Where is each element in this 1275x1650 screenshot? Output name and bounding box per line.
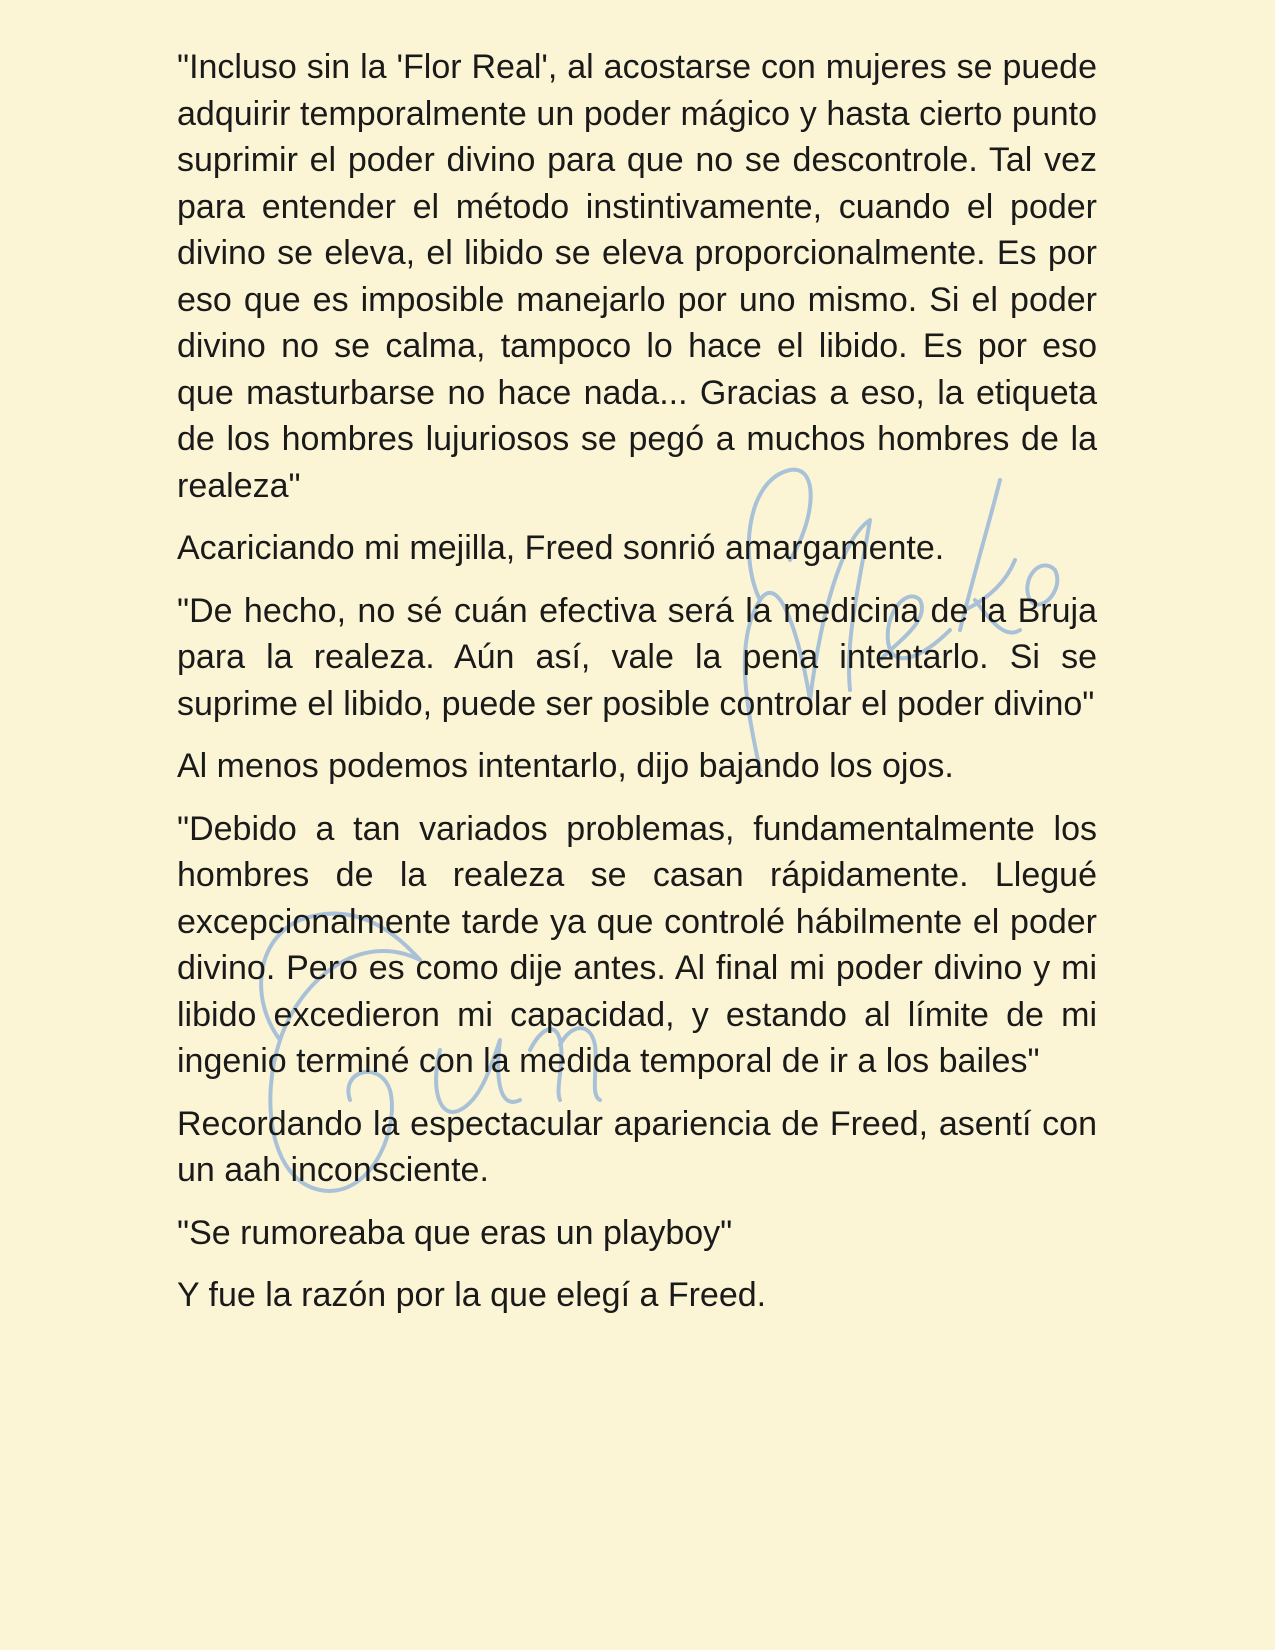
paragraph: Recordando la espectacular apariencia de Freed, asentí con un aah inconsciente. (177, 1104, 1097, 1189)
paragraph: "Debido a tan variados problemas, fundamentalmente los hombres de la realeza se casan rápidamente. Llegué excepcionalmente tarde ya que controlé hábilmente el poder divino. Pero es como dije antes. Al final mi poder divino y mi libido excedieron mi capacidad, y estando al límite de mi ingenio terminé con la medida temporal de ir a los bailes" (177, 809, 1097, 1080)
paragraph: Al menos podemos intentarlo, dijo bajando los ojos. (177, 747, 954, 785)
paragraph: "De hecho, no sé cuán efectiva será la medicina de la Bruja para la realeza. Aún así, vale la pena intentarlo. Si se suprime el libido, puede ser posible controlar el poder divino" (177, 591, 1097, 723)
paragraph: "Se rumoreaba que eras un playboy" (177, 1213, 733, 1252)
body-text (177, 44, 1097, 1335)
paragraph: Acariciando mi mejilla, Freed sonrió amargamente. (177, 529, 945, 567)
paragraph: "Incluso sin la 'Flor Real', al acostarse con mujeres se puede adquirir temporalmente un poder mágico y hasta cierto punto suprimir el poder divino para que no se descontrole. Tal vez para entender el método instintivamente, cuando el poder divino se eleva, el libido se eleva proporcionalmente. Es por eso que es imposible manejarlo por uno mismo. Si el poder divino no se calma, tampoco lo hace el libido. Es por eso que masturbarse no hace nada... Gracias a eso, la etiqueta de los hombres lujuriosos se pegó a muchos hombres de la realeza" (177, 48, 1097, 505)
paragraph: Y fue la razón por la que elegí a Freed. (177, 1276, 767, 1314)
